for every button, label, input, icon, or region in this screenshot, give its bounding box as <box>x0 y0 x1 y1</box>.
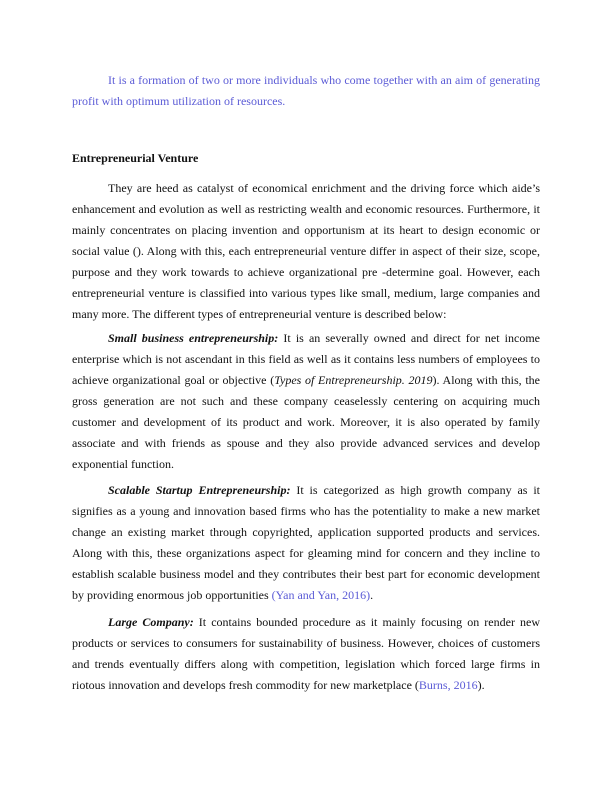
intro-paragraph: It is a formation of two or more individuals who come together with an aim of generating profit with optimum utilization of resources. <box>72 73 540 108</box>
paragraph-text: It is an severally owned and direct for net income enterprise which is not ascendant in this field as well as it contains less numbers of employees to achieve organizational goal or objective ( <box>72 331 540 387</box>
paragraph-overview: They are heed as catalyst of economical enrichment and the driving force which aide’s enhancement and evolution as well as restricting wealth and economic resources. Furthermore, it mainly concentrates on placing invention and opportunism at its heart to design economic or social value (). Along with this, each entrepreneurial venture differ in aspect of their size, scope, purpose and they work towards to achieve organizational pre -determine goal. However, each entrepreneurial venture is classified into various types like small, medium, large companies and many more. The different types of entrepreneurial venture is described below: <box>72 181 540 321</box>
paragraph-text: It is categorized as high growth company as it signifies as a young and innovation based firms who has the potentiality to make a new market change an existing market through copyrighted, application supported products and services. Along with this, these organizations aspect for gleaming mind for concern and they incline to establish scalable business model and they contributes their best part for economic development by providing enormous job opportunities <box>72 483 541 602</box>
term-scalable-startup: Scalable Startup Entrepreneurship: <box>108 483 291 497</box>
paragraph-text: ). Along with this, the gross generation are not such and these company ceaselessly centering on acquiring much customer and development of its product and work. Moreover, it is also operated by family associate and with friends as spouse and they also provide advanced services and develop exponential function. <box>72 373 540 471</box>
paragraph-large-company <box>72 612 540 696</box>
paragraph-scalable-startup <box>72 480 540 606</box>
citation: (Yan and Yan, 2016) <box>271 588 371 602</box>
citation: Types of Entrepreneurship. 2019 <box>274 373 433 387</box>
paragraph-text: ). <box>477 678 485 692</box>
term-large-company: Large Company: <box>108 615 194 629</box>
paragraph-small-business <box>72 328 540 475</box>
section-heading: Entrepreneurial Venture <box>72 151 199 165</box>
term-small-business: Small business entrepreneurship: <box>108 331 279 345</box>
paragraph-text: It contains bounded procedure as it mainly focusing on render new products or services to consumers for sustainability of business. However, choices of customers and trends eventually differs along with competition, legislation which forced large firms in riotous innovation and develops fresh commodity for new marketplace ( <box>72 615 540 692</box>
paragraph-text: . <box>370 588 374 602</box>
citation: Burns, 2016 <box>418 678 478 692</box>
